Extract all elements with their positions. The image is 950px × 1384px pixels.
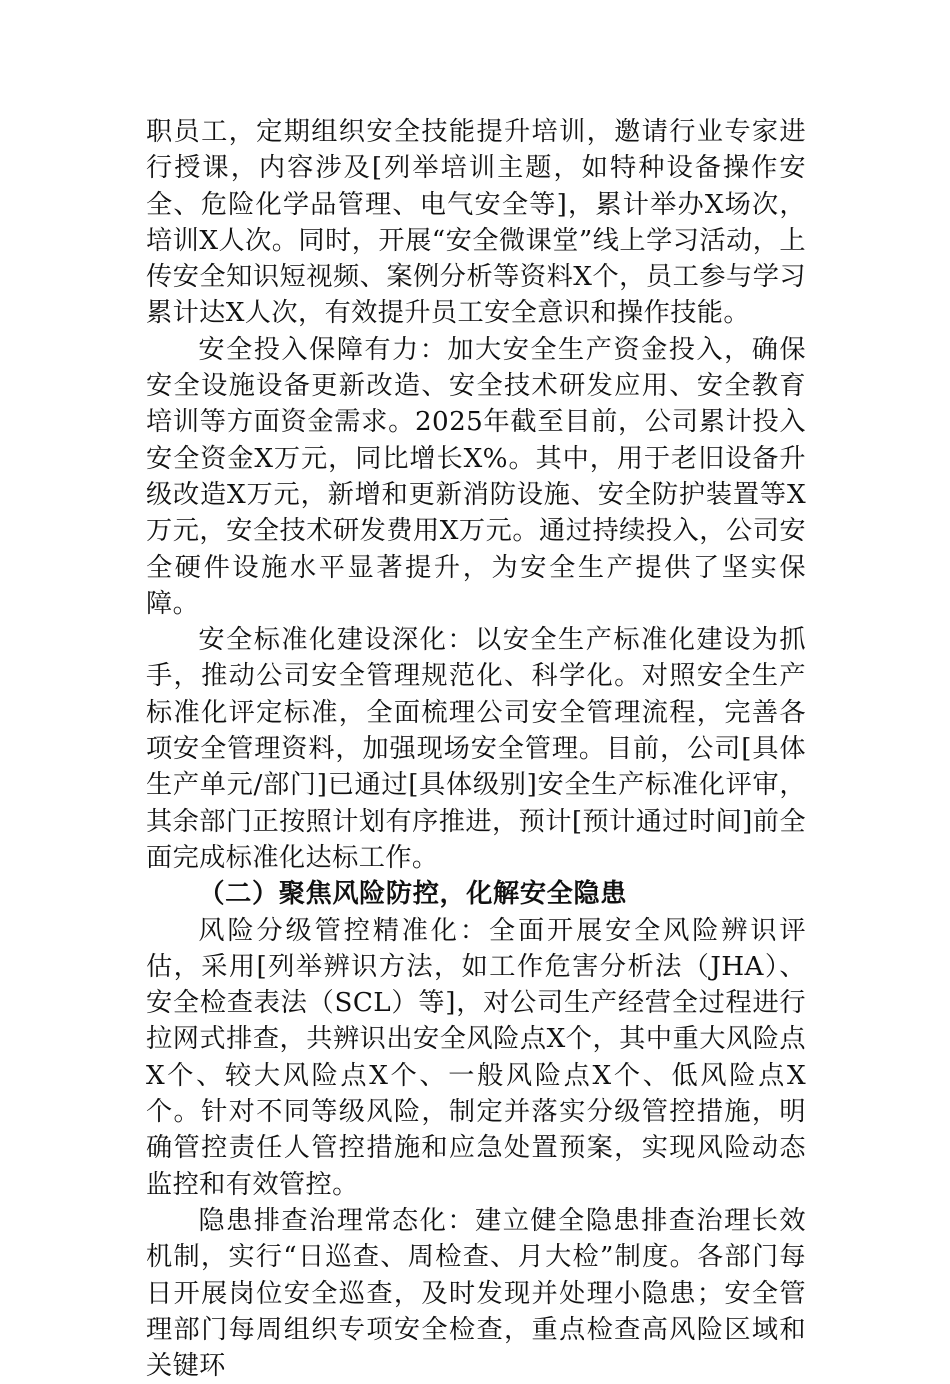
paragraph-safety-investment: 安全投入保障有力：加大安全生产资金投入，确保安全设施设备更新改造、安全技术研发应用、安全教育培训等方面资金需求。2025年截至目前，公司累计投入安全资金X万元，同比增长X%。其中，用于老旧设备升级改造X万元，新增和更新消防设施、安全防护装置等X万元，安全技术研发费用X万元。通过持续投入，公司安全硬件设施水平显著提升，为安全生产提供了坚实保障。 [146,334,806,619]
paragraph-hazard-inspection: 隐患排查治理常态化：建立健全隐患排查治理长效机制，实行“日巡查、周检查、月大检”制度。各部门每日开展岗位安全巡查，及时发现并处理小隐患；安全管理部门每周组织专项安全检查，重点检查高风险区域和关键环 [146,1205,806,1382]
paragraph-standardization: 安全标准化建设深化：以安全生产标准化建设为抓手，推动公司安全管理规范化、科学化。对照安全生产标准化评定标准，全面梳理公司安全管理流程，完善各项安全管理资料，加强现场安全管理。目前，公司[具体生产单元/部门]已通过[具体级别]安全生产标准化评审，其余部门正按照计划有序推进，预计[预计通过时间]前全面完成标准化达标工作。 [146,625,806,873]
section-heading: （二）聚焦风险防控，化解安全隐患 [198,878,627,910]
paragraph-training-continued: 职员工，定期组织安全技能提升培训，邀请行业专家进行授课，内容涉及[列举培训主题，如特种设备操作安全、危险化学品管理、电气安全等]，累计举办X场次，培训X人次。同时，开展“安全微课堂”线上学习活动，上传安全知识短视频、案例分析等资料X个，员工参与学习累计达X人次，有效提升员工安全意识和操作技能。 [146,117,806,329]
paragraph-risk-control: 风险分级管控精准化：全面开展安全风险辨识评估，采用[列举辨识方法，如工作危害分析法（JHA）、安全检查表法（SCL）等]，对公司生产经营全过程进行拉网式排查，共辨识出安全风险点X个，其中重大风险点X个、较大风险点X个、一般风险点X个、低风险点X个。针对不同等级风险，制定并落实分级管控措施，明确管控责任人管控措施和应急处置预案，实现风险动态监控和有效管控。 [146,915,806,1200]
document-page [146,114,806,1384]
